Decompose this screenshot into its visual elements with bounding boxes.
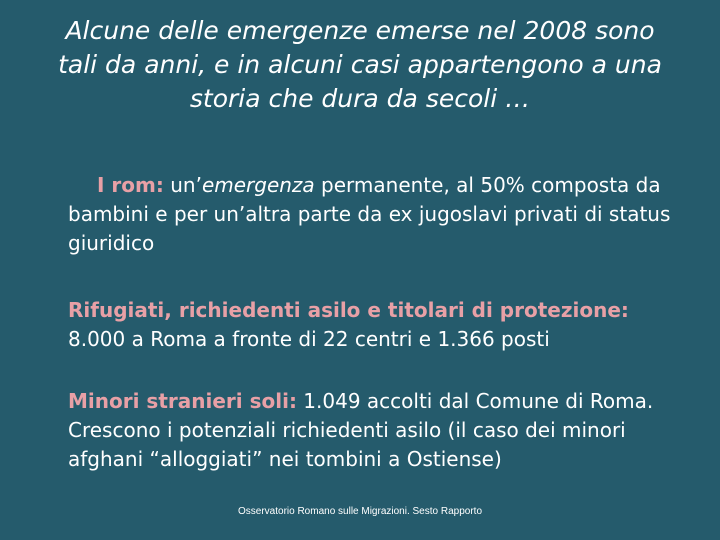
footer-source: Osservatorio Romano sulle Migrazioni. Sesto Rapporto [238, 506, 482, 517]
bullet-label-minori: Minori stranieri soli: [68, 389, 297, 413]
bullet-minori [68, 387, 688, 474]
bullet-text-rom: permanente, al 50% composta da bambini e per un’altra parte da ex jugoslavi privati di status giuridico [68, 173, 671, 255]
bullet-text-rom-pre: un’ [163, 173, 202, 197]
bullet-rifugiati [68, 296, 688, 354]
bullet-text-rifugiati: 8.000 a Roma a fronte di 22 centri e 1.366 posti [68, 327, 550, 351]
title-line-1: Alcune delle emergenze emerse nel 2008 sono [65, 16, 655, 45]
bullet-label-rifugiati: Rifugiati, richiedenti asilo e titolari di protezione: [68, 298, 629, 322]
title-line-3: storia che dura da secoli … [189, 84, 531, 113]
title-line-2: tali da anni, e in alcuni casi appartengono a una [58, 50, 662, 79]
bullet-label-rom: I rom: [97, 173, 164, 197]
bullet-text-rom-emphasis: emergenza [201, 173, 315, 197]
bullet-text-minori: 1.049 accolti dal Comune di Roma. Crescono i potenziali richiedenti asilo (il caso dei minori afghani “alloggiati” nei tombini a Ostiense) [68, 389, 654, 471]
bullet-rom [68, 171, 688, 258]
slide-title [0, 14, 720, 116]
